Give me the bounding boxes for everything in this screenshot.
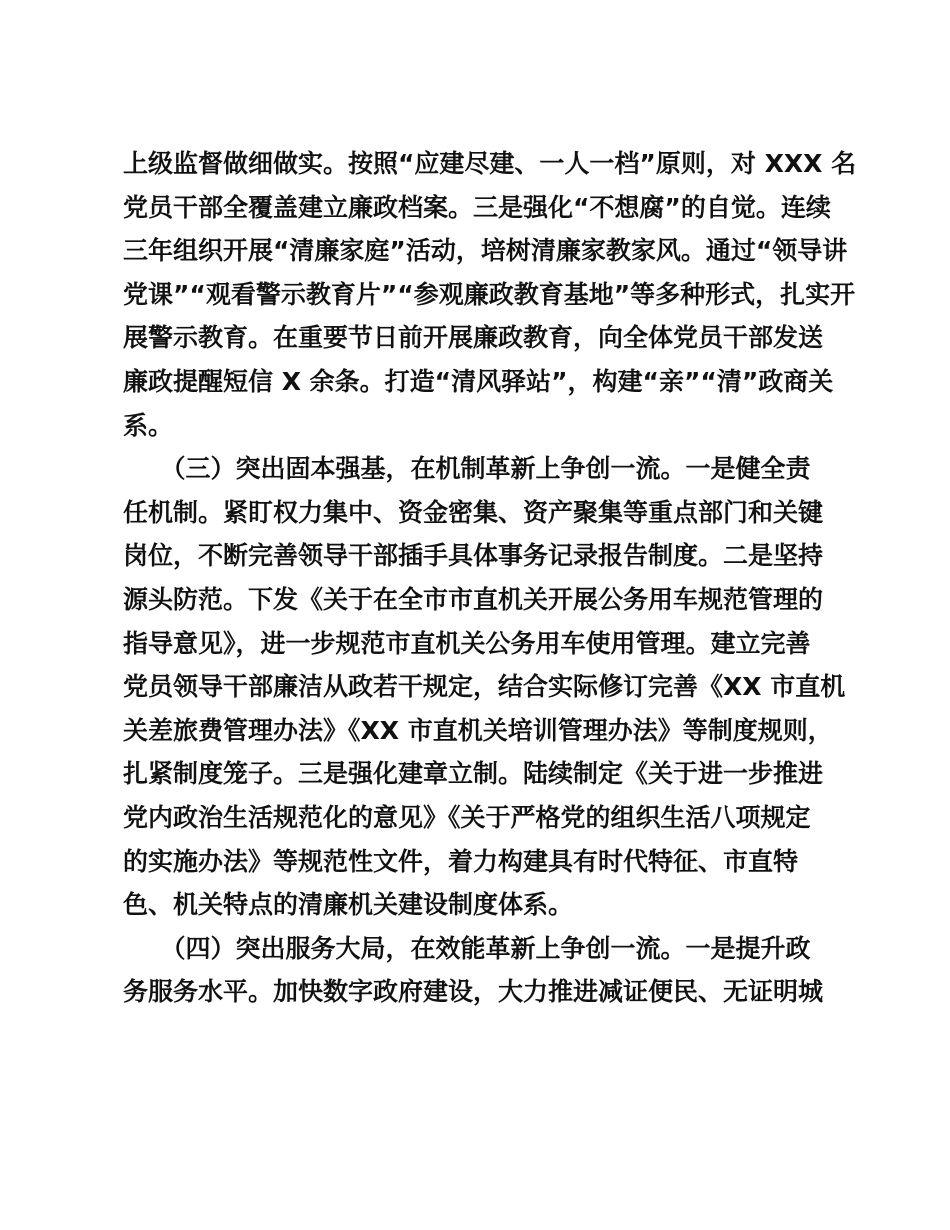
text-line: 展警示教育。在重要节日前开展廉政教育，向全体党员干部发送: [123, 323, 824, 353]
section-three-first-line: （三）突出固本强基，在机制革新上争创一流。一是健全责: [123, 454, 811, 484]
text-line: 扎紧制度笼子。三是强化建章立制。陆续制定《关于进一步推进: [123, 759, 824, 789]
text-line: 指导意见》，进一步规范市直机关公务用车使用管理。建立完善: [123, 628, 811, 658]
text-line: 系。: [123, 410, 174, 440]
text-line: 任机制。紧盯权力集中、资金密集、资产聚集等重点部门和关键: [123, 497, 824, 527]
text-line: 党员干部全覆盖建立廉政档案。三是强化“不想腐”的自觉。连续: [123, 192, 831, 222]
text-line: 廉政提醒短信 X 余条。打造“清风驿站”，构建“亲”“清”政商关: [123, 366, 834, 396]
text-line: 党课”“观看警示教育片”“参观廉政教育基地”等多种形式，扎实开: [123, 279, 856, 309]
text-line: 党内政治生活规范化的意见》《关于严格党的组织生活八项规定: [123, 802, 811, 832]
text-line: 的实施办法》等规范性文件，着力构建具有时代特征、市直特: [123, 846, 799, 876]
text-line: 党员领导干部廉洁从政若干规定，结合实际修订完善《XX 市直机: [123, 672, 846, 702]
text-line: 上级监督做细做实。按照“应建尽建、一人一档”原则，对 XXX 名: [123, 149, 857, 178]
text-line: 色、机关特点的清廉机关建设制度体系。: [123, 890, 574, 920]
body-text: [123, 142, 857, 1014]
text-line: 三年组织开展“清廉家庭”活动，培树清廉家教家风。通过“领导讲: [123, 236, 848, 266]
text-line: 关差旅费管理办法》《XX 市直机关培训管理办法》等制度规则，: [123, 715, 833, 745]
text-line: 务服务水平。加快数字政府建设，大力推进减证便民、无证明城: [123, 977, 824, 1007]
section-four-first-line: （四）突出服务大局，在效能革新上争创一流。一是提升政: [123, 933, 811, 963]
text-line: 岗位，不断完善领导干部插手具体事务记录报告制度。二是坚持: [123, 541, 824, 571]
text-line: 源头防范。下发《关于在全市市直机关开展公务用车规范管理的: [123, 584, 824, 614]
